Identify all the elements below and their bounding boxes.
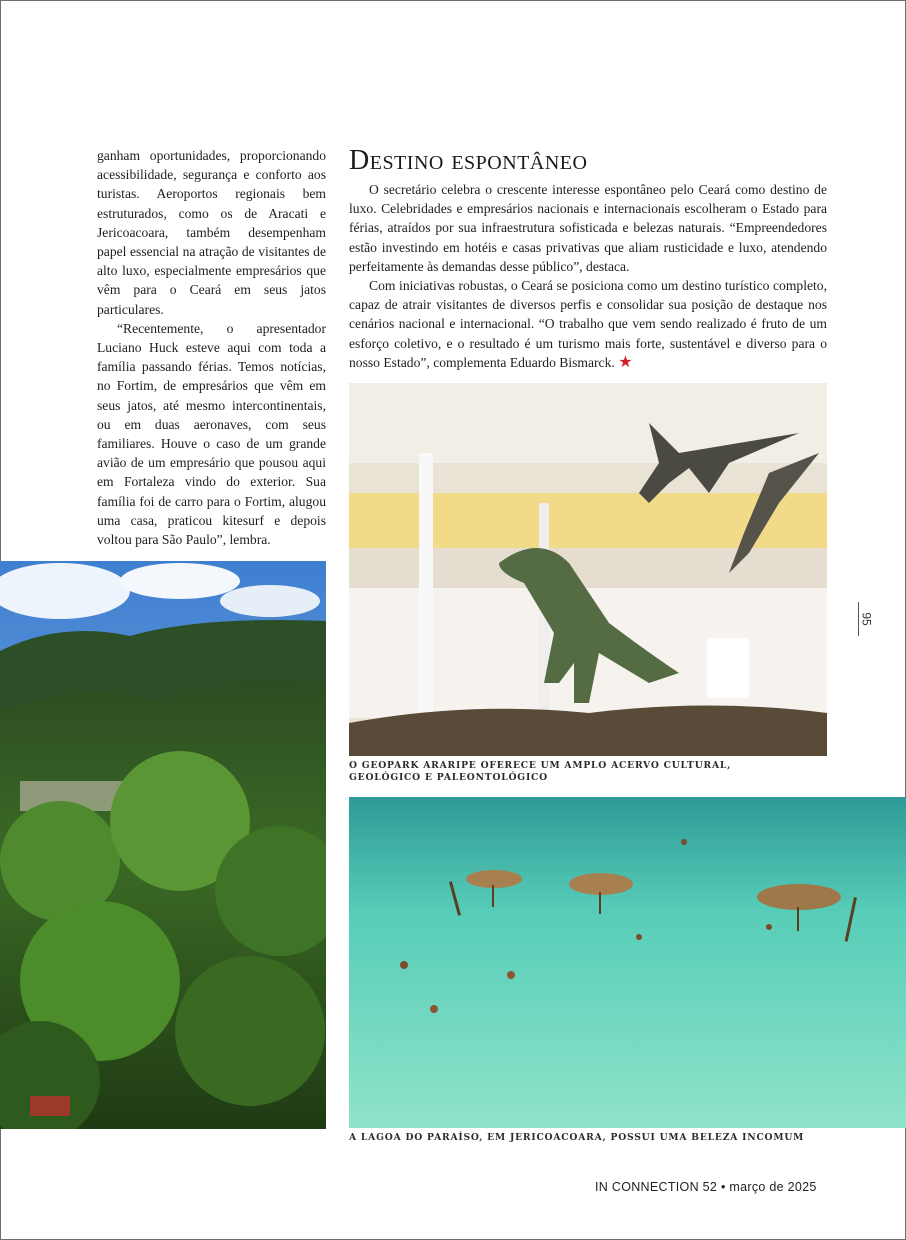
geopark-caption: O GEOPARK ARARIPE OFERECE UM AMPLO ACERVO CULTURAL, GEOLÓGICO E PALEONTOLÓGICO bbox=[349, 760, 732, 783]
forest-hillside-photo bbox=[0, 561, 326, 1129]
page-number-text: 95 bbox=[859, 612, 874, 626]
lagoa-caption: A LAGOA DO PARAÍSO, EM JERICOACOARA, POSSUI UMA BELEZA INCOMUM bbox=[349, 1132, 805, 1143]
article-paragraph-2-text: Com iniciativas robustas, o Ceará se posiciona como um destino turístico completo, capaz de atrair visitantes de diversos perfis e consolidar sua posição de destaque nos cenários nacional e internacional. “O trabalho que vem sendo realizado é fruto de um esforço coletivo, e o resultado é um turismo mais forte, sustentável e diverso para o nosso Estado”, complementa Eduardo Bismarck. bbox=[349, 278, 827, 370]
page-number bbox=[858, 602, 875, 636]
article-paragraph-2 bbox=[349, 276, 827, 372]
article-column bbox=[349, 146, 827, 372]
end-star-icon: ★ bbox=[618, 353, 633, 371]
left-text-column bbox=[97, 146, 326, 549]
article-headline: Destino espontâneo bbox=[349, 145, 588, 176]
left-paragraph-2: “Recentemente, o apresentador Luciano Huck esteve aqui com toda a família passando férias. Temos notícias, no Fortim, de empresários que vêm em seus jatos, até mesmo intercontinentais, ou em duas aeronaves, com seus familiares. Houve o caso de um grande avião de um empresário que pousou aqui em Fortaleza vindo do exterior. Sua família foi de carro para o Fortim, alugou uma casa, praticou kitesurf e depois voltou para São Paulo”, lembra. bbox=[97, 320, 326, 548]
article-body bbox=[349, 180, 827, 372]
geopark-museum-photo bbox=[349, 383, 827, 756]
lagoa-paraiso-photo bbox=[349, 797, 906, 1128]
article-paragraph-1: O secretário celebra o crescente interesse espontâneo pelo Ceará como destino de luxo. Celebridades e empresários nacionais e internacionais escolheram o Estado para férias, atraídos por sua infraestrutura sofisticada e belezas naturais. “Empreendedores estão investindo em hotéis e casas privativas que aliam rusticidade e luxo, atendendo perfeitamente às demandas desse público”, destaca. bbox=[349, 182, 827, 274]
footer-publication-line: IN CONNECTION 52 • março de 2025 bbox=[595, 1180, 817, 1194]
left-paragraph-1: ganham oportunidades, proporcionando acessibilidade, segurança e conforto aos turistas. Aeroportos regionais bem estruturados, como os de Aracati e Jericoacoara, também desempenham papel essencial na atração de visitantes de alto luxo, especialmente empresários que vêm para o Ceará em seus jatos particulares. bbox=[97, 148, 326, 317]
